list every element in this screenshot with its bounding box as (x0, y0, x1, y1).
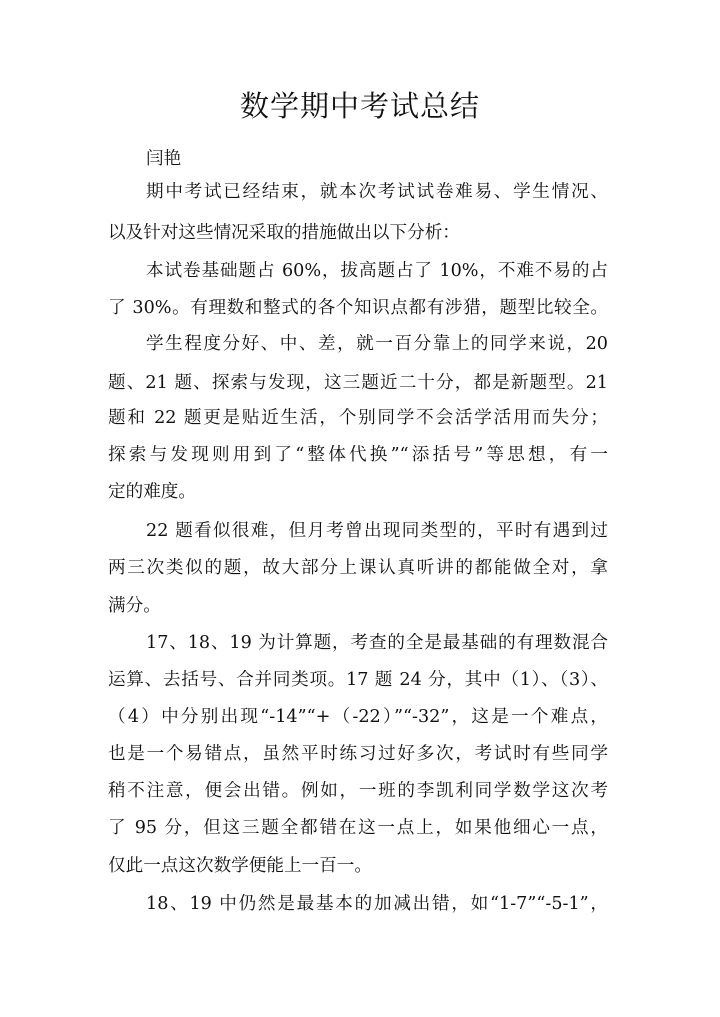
paragraph-line: 题和 22 题更是贴近生活，个别同学不会活学活用而失分； (108, 408, 608, 428)
paragraph-line: 也是一个易错点，虽然平时练习过好多次，考试时有些同学 (108, 744, 608, 764)
paragraph-line: 探索与发现则用到了“整体代换”“添括号”等思想，有一 (108, 445, 608, 465)
paragraph-line: 了 95 分，但这三题全都错在这一点上，如果他细心一点， (108, 818, 608, 838)
paragraph-line: 仅此一点这次数学便能上一百一。 (108, 856, 372, 876)
paragraph-line: 两三次类似的题，故大部分上课认真听讲的都能做全对，拿 (108, 558, 608, 578)
paragraph-line: 17、18、19 为计算题，考查的全是最基础的有理数混合 (146, 633, 608, 653)
author-name: 闫艳 (146, 149, 182, 169)
paragraph-line: 了 30%。有理数和整式的各个知识点都有涉猎，题型比较全。 (108, 298, 608, 318)
paragraph-line: 期中考试已经结束，就本次考试试卷难易、学生情况、 (146, 182, 608, 202)
paragraph-line: 22 题看似很难，但月考曾出现同类型的，平时有遇到过 (146, 521, 608, 541)
paragraph-line: （4）中分别出现“-14”“+（-22）”“-32”，这是一个难点， (108, 707, 608, 727)
paragraph-line: 运算、去括号、合并同类项。17 题 24 分，其中（1）、（3）、 (108, 670, 608, 690)
paragraph-line: 稍不注意，便会出错。例如，一班的李凯利同学数学这次考 (108, 781, 608, 801)
paragraph-line: 学生程度分好、中、差，就一百分靠上的同学来说，20 (146, 334, 608, 354)
paragraph-line: 18、19 中仍然是最基本的加减出错，如“1-7”“-5-1”， (146, 894, 608, 914)
document-title: 数学期中考试总结 (239, 89, 480, 123)
paragraph-line: 题、21 题、探索与发现，这三题近二十分，都是新题型。21 (108, 373, 608, 393)
paragraph-line: 以及针对这些情况采取的措施做出以下分析： (108, 223, 460, 243)
paragraph-line: 满分。 (108, 596, 161, 616)
paragraph-line: 定的难度。 (108, 482, 196, 502)
paragraph-line: 本试卷基础题占 60%，拔高题占了 10%，不难不易的占 (146, 261, 608, 281)
